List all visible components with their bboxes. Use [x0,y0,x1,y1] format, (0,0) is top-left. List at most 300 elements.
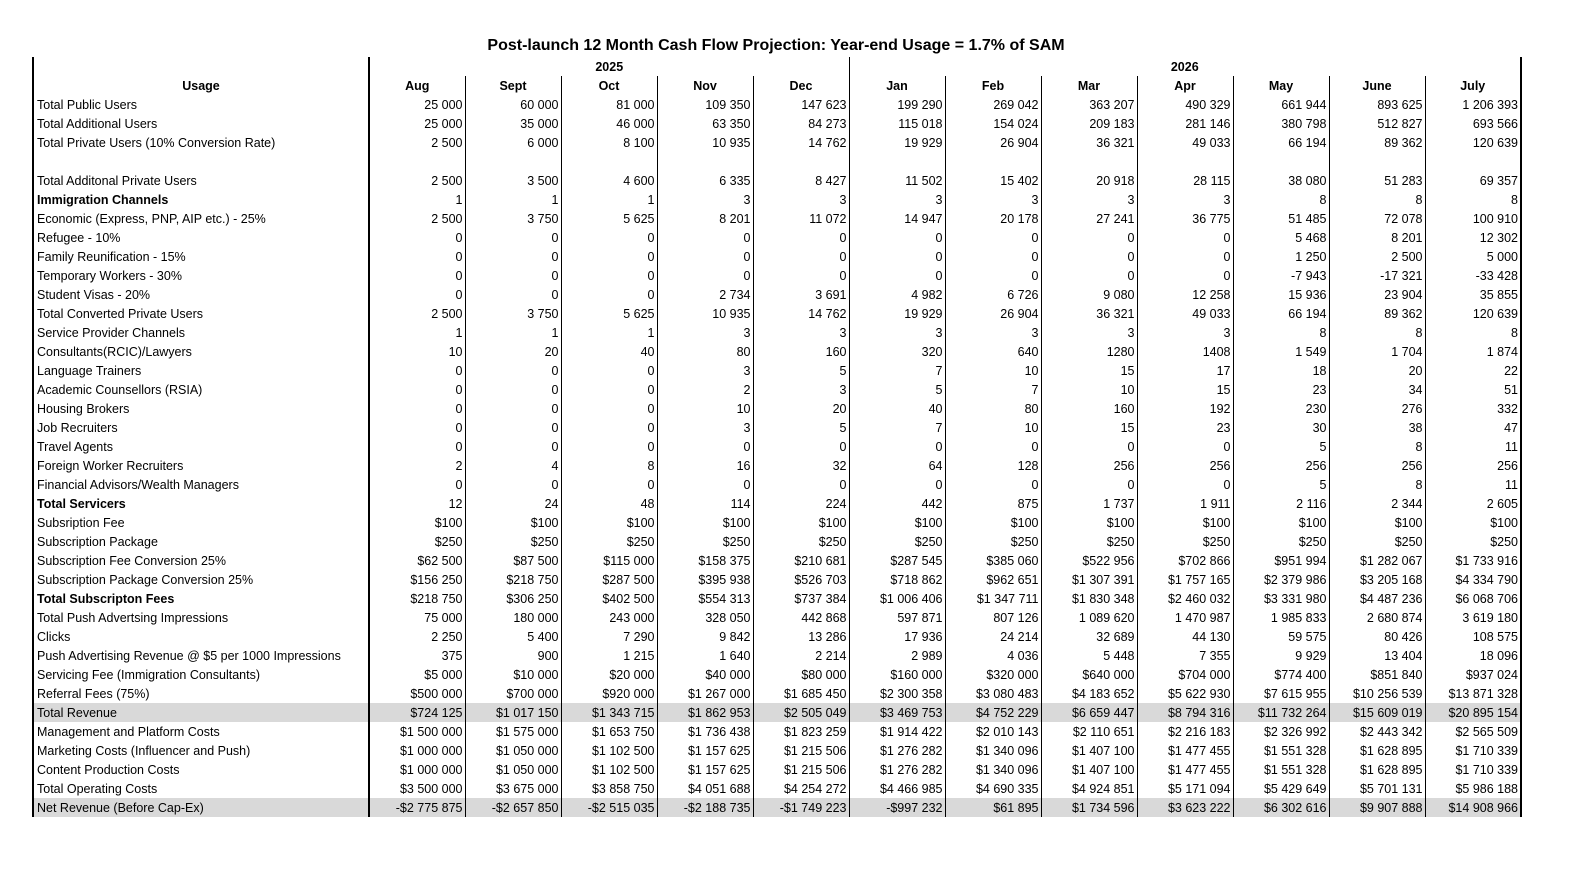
table-cell: $2 565 509 [1425,722,1521,741]
table-cell: 69 357 [1425,171,1521,190]
table-cell: 0 [1137,228,1233,247]
table-cell: 6 335 [657,171,753,190]
table-cell: 230 [1233,399,1329,418]
table-cell: $1 215 506 [753,760,849,779]
table-row [33,703,1521,722]
table-cell [1137,152,1233,171]
table-cell: 0 [561,380,657,399]
table-cell: $962 651 [945,570,1041,589]
table-cell: 9 842 [657,627,753,646]
table-cell: 3 [1041,323,1137,342]
table-cell: $2 216 183 [1137,722,1233,741]
table-cell: 15 402 [945,171,1041,190]
table-cell: 9 929 [1233,646,1329,665]
table-cell: $250 [945,532,1041,551]
table-cell [1233,152,1329,171]
table-cell: $250 [561,532,657,551]
table-cell: 47 [1425,418,1521,437]
table-cell: 25 000 [369,95,465,114]
table-cell: 3 750 [465,304,561,323]
table-cell [945,152,1041,171]
row-label: Total Additional Users [33,114,369,133]
table-cell: 1 470 987 [1137,608,1233,627]
row-label: Language Trainers [33,361,369,380]
row-label: Temporary Workers - 30% [33,266,369,285]
table-row [33,304,1521,323]
table-cell: $920 000 [561,684,657,703]
table-cell: 40 [849,399,945,418]
table-row [33,513,1521,532]
year-2026-header: 2026 [849,57,1521,76]
table-cell: 8 [1233,323,1329,342]
table-cell: 23 [1233,380,1329,399]
table-cell: 0 [1041,228,1137,247]
table-cell: $724 125 [369,703,465,722]
table-cell: 46 000 [561,114,657,133]
table-cell: 256 [1425,456,1521,475]
table-cell: $87 500 [465,551,561,570]
table-cell: 63 350 [657,114,753,133]
table-cell: 1 250 [1233,247,1329,266]
table-cell: $4 051 688 [657,779,753,798]
table-row [33,475,1521,494]
table-cell: $1 757 165 [1137,570,1233,589]
table-cell: 0 [945,266,1041,285]
table-cell: $402 500 [561,589,657,608]
table-cell: $4 334 790 [1425,570,1521,589]
table-cell: 661 944 [1233,95,1329,114]
table-cell: 28 115 [1137,171,1233,190]
table-cell: $250 [657,532,753,551]
table-row [33,133,1521,152]
table-cell: 0 [945,247,1041,266]
table-cell: 5 [753,418,849,437]
table-cell: 0 [369,247,465,266]
table-row [33,646,1521,665]
table-row [33,741,1521,760]
table-cell: 9 080 [1041,285,1137,304]
table-cell: 0 [561,399,657,418]
table-row [33,494,1521,513]
table-cell: $1 710 339 [1425,741,1521,760]
table-cell: 4 036 [945,646,1041,665]
table-row [33,760,1521,779]
table-cell: -$2 775 875 [369,798,465,817]
table-cell: $2 010 143 [945,722,1041,741]
table-cell: 14 947 [849,209,945,228]
table-cell: $554 313 [657,589,753,608]
table-cell: 109 350 [657,95,753,114]
table-cell: 3 691 [753,285,849,304]
table-cell: $156 250 [369,570,465,589]
table-cell: $1 006 406 [849,589,945,608]
table-cell: 11 072 [753,209,849,228]
year-header-row [33,57,1521,76]
table-cell: 19 929 [849,133,945,152]
table-cell: $1 267 000 [657,684,753,703]
table-row [33,285,1521,304]
table-cell: 10 [1041,380,1137,399]
table-cell: $5 429 649 [1233,779,1329,798]
table-cell: 115 018 [849,114,945,133]
table-cell: 32 689 [1041,627,1137,646]
table-cell: 199 290 [849,95,945,114]
table-cell: 328 050 [657,608,753,627]
table-cell: 14 762 [753,133,849,152]
table-cell: 80 [657,342,753,361]
table-cell: 14 762 [753,304,849,323]
table-cell: 0 [465,475,561,494]
table-cell: 108 575 [1425,627,1521,646]
table-cell: 51 283 [1329,171,1425,190]
table-cell: 0 [465,437,561,456]
table-cell: -$2 188 735 [657,798,753,817]
table-cell: 597 871 [849,608,945,627]
table-cell: 180 000 [465,608,561,627]
table-cell: $80 000 [753,665,849,684]
table-cell: 0 [1041,437,1137,456]
table-cell: 120 639 [1425,304,1521,323]
table-cell: $2 460 032 [1137,589,1233,608]
table-cell: 8 [1425,323,1521,342]
table-cell: 0 [753,228,849,247]
table-cell: 2 500 [369,171,465,190]
table-row [33,665,1521,684]
table-cell: 66 194 [1233,133,1329,152]
table-cell: 0 [753,475,849,494]
table-cell: 256 [1137,456,1233,475]
month-header-aug: Aug [369,76,465,95]
table-cell: 15 [1041,361,1137,380]
table-cell: 5 [1233,437,1329,456]
table-cell: 49 033 [1137,304,1233,323]
table-cell: 5 [849,380,945,399]
table-cell: 256 [1041,456,1137,475]
row-label: Total Private Users (10% Conversion Rate) [33,133,369,152]
table-cell: 269 042 [945,95,1041,114]
table-cell: $10 256 539 [1329,684,1425,703]
table-cell: 2 214 [753,646,849,665]
table-row [33,418,1521,437]
table-cell: 3 [1137,323,1233,342]
table-cell: 2 [369,456,465,475]
table-cell: 0 [945,475,1041,494]
table-cell: 17 [1137,361,1233,380]
table-cell: $6 068 706 [1425,589,1521,608]
table-cell: $100 [465,513,561,532]
table-cell: 1280 [1041,342,1137,361]
table-cell: 900 [465,646,561,665]
table-cell: 38 [1329,418,1425,437]
table-cell: 2 500 [369,304,465,323]
table-cell: 8 427 [753,171,849,190]
table-cell: 22 [1425,361,1521,380]
table-cell: $1 307 391 [1041,570,1137,589]
table-cell: 160 [1041,399,1137,418]
table-cell: $704 000 [1137,665,1233,684]
row-label: Service Provider Channels [33,323,369,342]
month-header-june: June [1329,76,1425,95]
table-cell: 38 080 [1233,171,1329,190]
table-cell: 154 024 [945,114,1041,133]
table-cell: $1 710 339 [1425,760,1521,779]
table-cell: 0 [1041,266,1137,285]
table-cell: $951 994 [1233,551,1329,570]
table-cell: 3 [753,323,849,342]
table-cell: 0 [657,475,753,494]
row-label: Content Production Costs [33,760,369,779]
table-cell: 84 273 [753,114,849,133]
table-cell: 10 935 [657,133,753,152]
table-cell: 2 116 [1233,494,1329,513]
table-cell: 11 [1425,475,1521,494]
table-cell: $115 000 [561,551,657,570]
table-cell: $210 681 [753,551,849,570]
table-cell: 0 [753,266,849,285]
table-cell: 18 096 [1425,646,1521,665]
table-cell: $100 [369,513,465,532]
table-cell: $1 000 000 [369,741,465,760]
table-cell: 3 [849,323,945,342]
table-cell: $100 [1329,513,1425,532]
table-cell: $702 866 [1137,551,1233,570]
table-cell: $1 407 100 [1041,741,1137,760]
table-cell: $5 701 131 [1329,779,1425,798]
table-cell: 320 [849,342,945,361]
table-cell: 0 [465,380,561,399]
table-cell: 3 [657,190,753,209]
table-cell [1329,152,1425,171]
table-cell: -$2 657 850 [465,798,561,817]
table-cell: 0 [657,437,753,456]
row-label: Total Servicers [33,494,369,513]
table-cell: 1 704 [1329,342,1425,361]
table-cell: 13 404 [1329,646,1425,665]
table-row [33,190,1521,209]
table-cell: 7 [945,380,1041,399]
table-row [33,456,1521,475]
table-cell: 8 201 [657,209,753,228]
table-cell: $40 000 [657,665,753,684]
table-cell: 48 [561,494,657,513]
table-cell: $3 080 483 [945,684,1041,703]
table-row [33,399,1521,418]
table-cell: $395 938 [657,570,753,589]
table-cell: -17 321 [1329,266,1425,285]
table-cell: 15 936 [1233,285,1329,304]
table-cell: 40 [561,342,657,361]
table-cell: $1 157 625 [657,741,753,760]
table-cell: -$1 749 223 [753,798,849,817]
table-cell: $14 908 966 [1425,798,1521,817]
table-cell: 100 910 [1425,209,1521,228]
table-cell: 34 [1329,380,1425,399]
table-cell: 3 [657,418,753,437]
table-cell: 147 623 [753,95,849,114]
month-header-sept: Sept [465,76,561,95]
table-cell: 363 207 [1041,95,1137,114]
table-cell: $250 [369,532,465,551]
table-cell: 0 [561,285,657,304]
table-cell: $1 628 895 [1329,741,1425,760]
table-cell: 0 [465,266,561,285]
table-cell: $3 858 750 [561,779,657,798]
table-cell: 18 [1233,361,1329,380]
table-row [33,228,1521,247]
table-cell: 1 737 [1041,494,1137,513]
table-cell: 35 855 [1425,285,1521,304]
table-cell: $640 000 [1041,665,1137,684]
table-cell: $1 551 328 [1233,760,1329,779]
table-cell: 0 [1041,475,1137,494]
table-cell: $1 477 455 [1137,760,1233,779]
table-cell: $2 443 342 [1329,722,1425,741]
table-cell: $4 690 335 [945,779,1041,798]
table-cell: 807 126 [945,608,1041,627]
table-cell: 0 [561,361,657,380]
table-cell: 8 201 [1329,228,1425,247]
table-cell: $3 469 753 [849,703,945,722]
month-header-july: July [1425,76,1521,95]
table-cell: 1 [561,190,657,209]
table-cell: -$2 515 035 [561,798,657,817]
table-row [33,152,1521,171]
table-cell: 6 000 [465,133,561,152]
table-cell: $1 340 096 [945,741,1041,760]
table-cell: 3 [849,190,945,209]
table-cell: 20 [1329,361,1425,380]
table-cell: 3 [657,361,753,380]
table-cell: 36 321 [1041,133,1137,152]
table-cell: 281 146 [1137,114,1233,133]
row-label: Total Subscripton Fees [33,589,369,608]
table-cell: 5 625 [561,209,657,228]
table-cell: $250 [753,532,849,551]
table-cell: $11 732 264 [1233,703,1329,722]
table-cell: 5 448 [1041,646,1137,665]
table-cell: $1 340 096 [945,760,1041,779]
table-cell: $61 895 [945,798,1041,817]
table-cell: $13 871 328 [1425,684,1521,703]
table-cell: 0 [753,437,849,456]
table-cell: 256 [1329,456,1425,475]
table-cell: 0 [465,399,561,418]
page-title: Post-launch 12 Month Cash Flow Projection: Year-end Usage = 1.7% of SAM [487,37,1065,54]
table-cell: 0 [849,266,945,285]
table-cell: 1 640 [657,646,753,665]
table-cell: 13 286 [753,627,849,646]
table-cell [849,152,945,171]
table-cell: 80 426 [1329,627,1425,646]
table-cell: $2 505 049 [753,703,849,722]
table-cell: $3 623 222 [1137,798,1233,817]
table-cell: 0 [561,247,657,266]
table-cell: 36 321 [1041,304,1137,323]
table-cell: $4 254 272 [753,779,849,798]
table-cell: 256 [1233,456,1329,475]
table-cell: 640 [945,342,1041,361]
table-cell: $1 343 715 [561,703,657,722]
table-cell [561,152,657,171]
table-cell: 490 329 [1137,95,1233,114]
row-label: Referral Fees (75%) [33,684,369,703]
table-cell: $7 615 955 [1233,684,1329,703]
table-cell: 7 290 [561,627,657,646]
table-cell: 20 918 [1041,171,1137,190]
row-label: Servicing Fee (Immigration Consultants) [33,665,369,684]
table-cell: $4 752 229 [945,703,1041,722]
table-cell: 0 [465,228,561,247]
row-label: Marketing Costs (Influencer and Push) [33,741,369,760]
table-cell: 5 000 [1425,247,1521,266]
table-cell: $100 [1137,513,1233,532]
table-cell: -7 943 [1233,266,1329,285]
table-cell: $1 500 000 [369,722,465,741]
year-header-blank [33,57,369,76]
table-cell: 24 214 [945,627,1041,646]
table-cell: 64 [849,456,945,475]
table-cell: 332 [1425,399,1521,418]
row-label: Consultants(RCIC)/Lawyers [33,342,369,361]
table-row [33,437,1521,456]
table-cell: 0 [657,266,753,285]
table-cell: $2 300 358 [849,684,945,703]
table-cell: 0 [369,266,465,285]
table-cell: 0 [753,247,849,266]
table-cell: $250 [1233,532,1329,551]
table-row [33,342,1521,361]
table-cell: 3 [1041,190,1137,209]
table-cell: 0 [369,399,465,418]
table-cell: $6 659 447 [1041,703,1137,722]
table-cell: $62 500 [369,551,465,570]
table-cell: 2 989 [849,646,945,665]
table-cell: 192 [1137,399,1233,418]
table-cell: 17 936 [849,627,945,646]
table-cell: 25 000 [369,114,465,133]
table-cell: 0 [657,228,753,247]
table-cell: 49 033 [1137,133,1233,152]
table-cell: 1 549 [1233,342,1329,361]
table-cell: 66 194 [1233,304,1329,323]
row-label [33,152,369,171]
table-cell: 8 [1329,323,1425,342]
table-cell [369,152,465,171]
table-cell: $1 157 625 [657,760,753,779]
table-cell: $100 [1233,513,1329,532]
table-cell: 3 [753,190,849,209]
table-cell: $1 215 506 [753,741,849,760]
table-cell: 512 827 [1329,114,1425,133]
table-cell: $4 466 985 [849,779,945,798]
table-cell: 10 [945,418,1041,437]
table-cell: $718 862 [849,570,945,589]
table-cell: 2 500 [369,133,465,152]
table-cell: 0 [369,228,465,247]
table-cell: 20 178 [945,209,1041,228]
table-row [33,209,1521,228]
table-cell: 0 [465,418,561,437]
table-cell: $2 326 992 [1233,722,1329,741]
table-cell: $6 302 616 [1233,798,1329,817]
row-label: Academic Counsellors (RSIA) [33,380,369,399]
table-cell: 0 [1137,266,1233,285]
table-cell: 114 [657,494,753,513]
table-row [33,532,1521,551]
table-cell: 0 [561,266,657,285]
row-label: Subscription Package Conversion 25% [33,570,369,589]
table-cell: 0 [657,247,753,266]
